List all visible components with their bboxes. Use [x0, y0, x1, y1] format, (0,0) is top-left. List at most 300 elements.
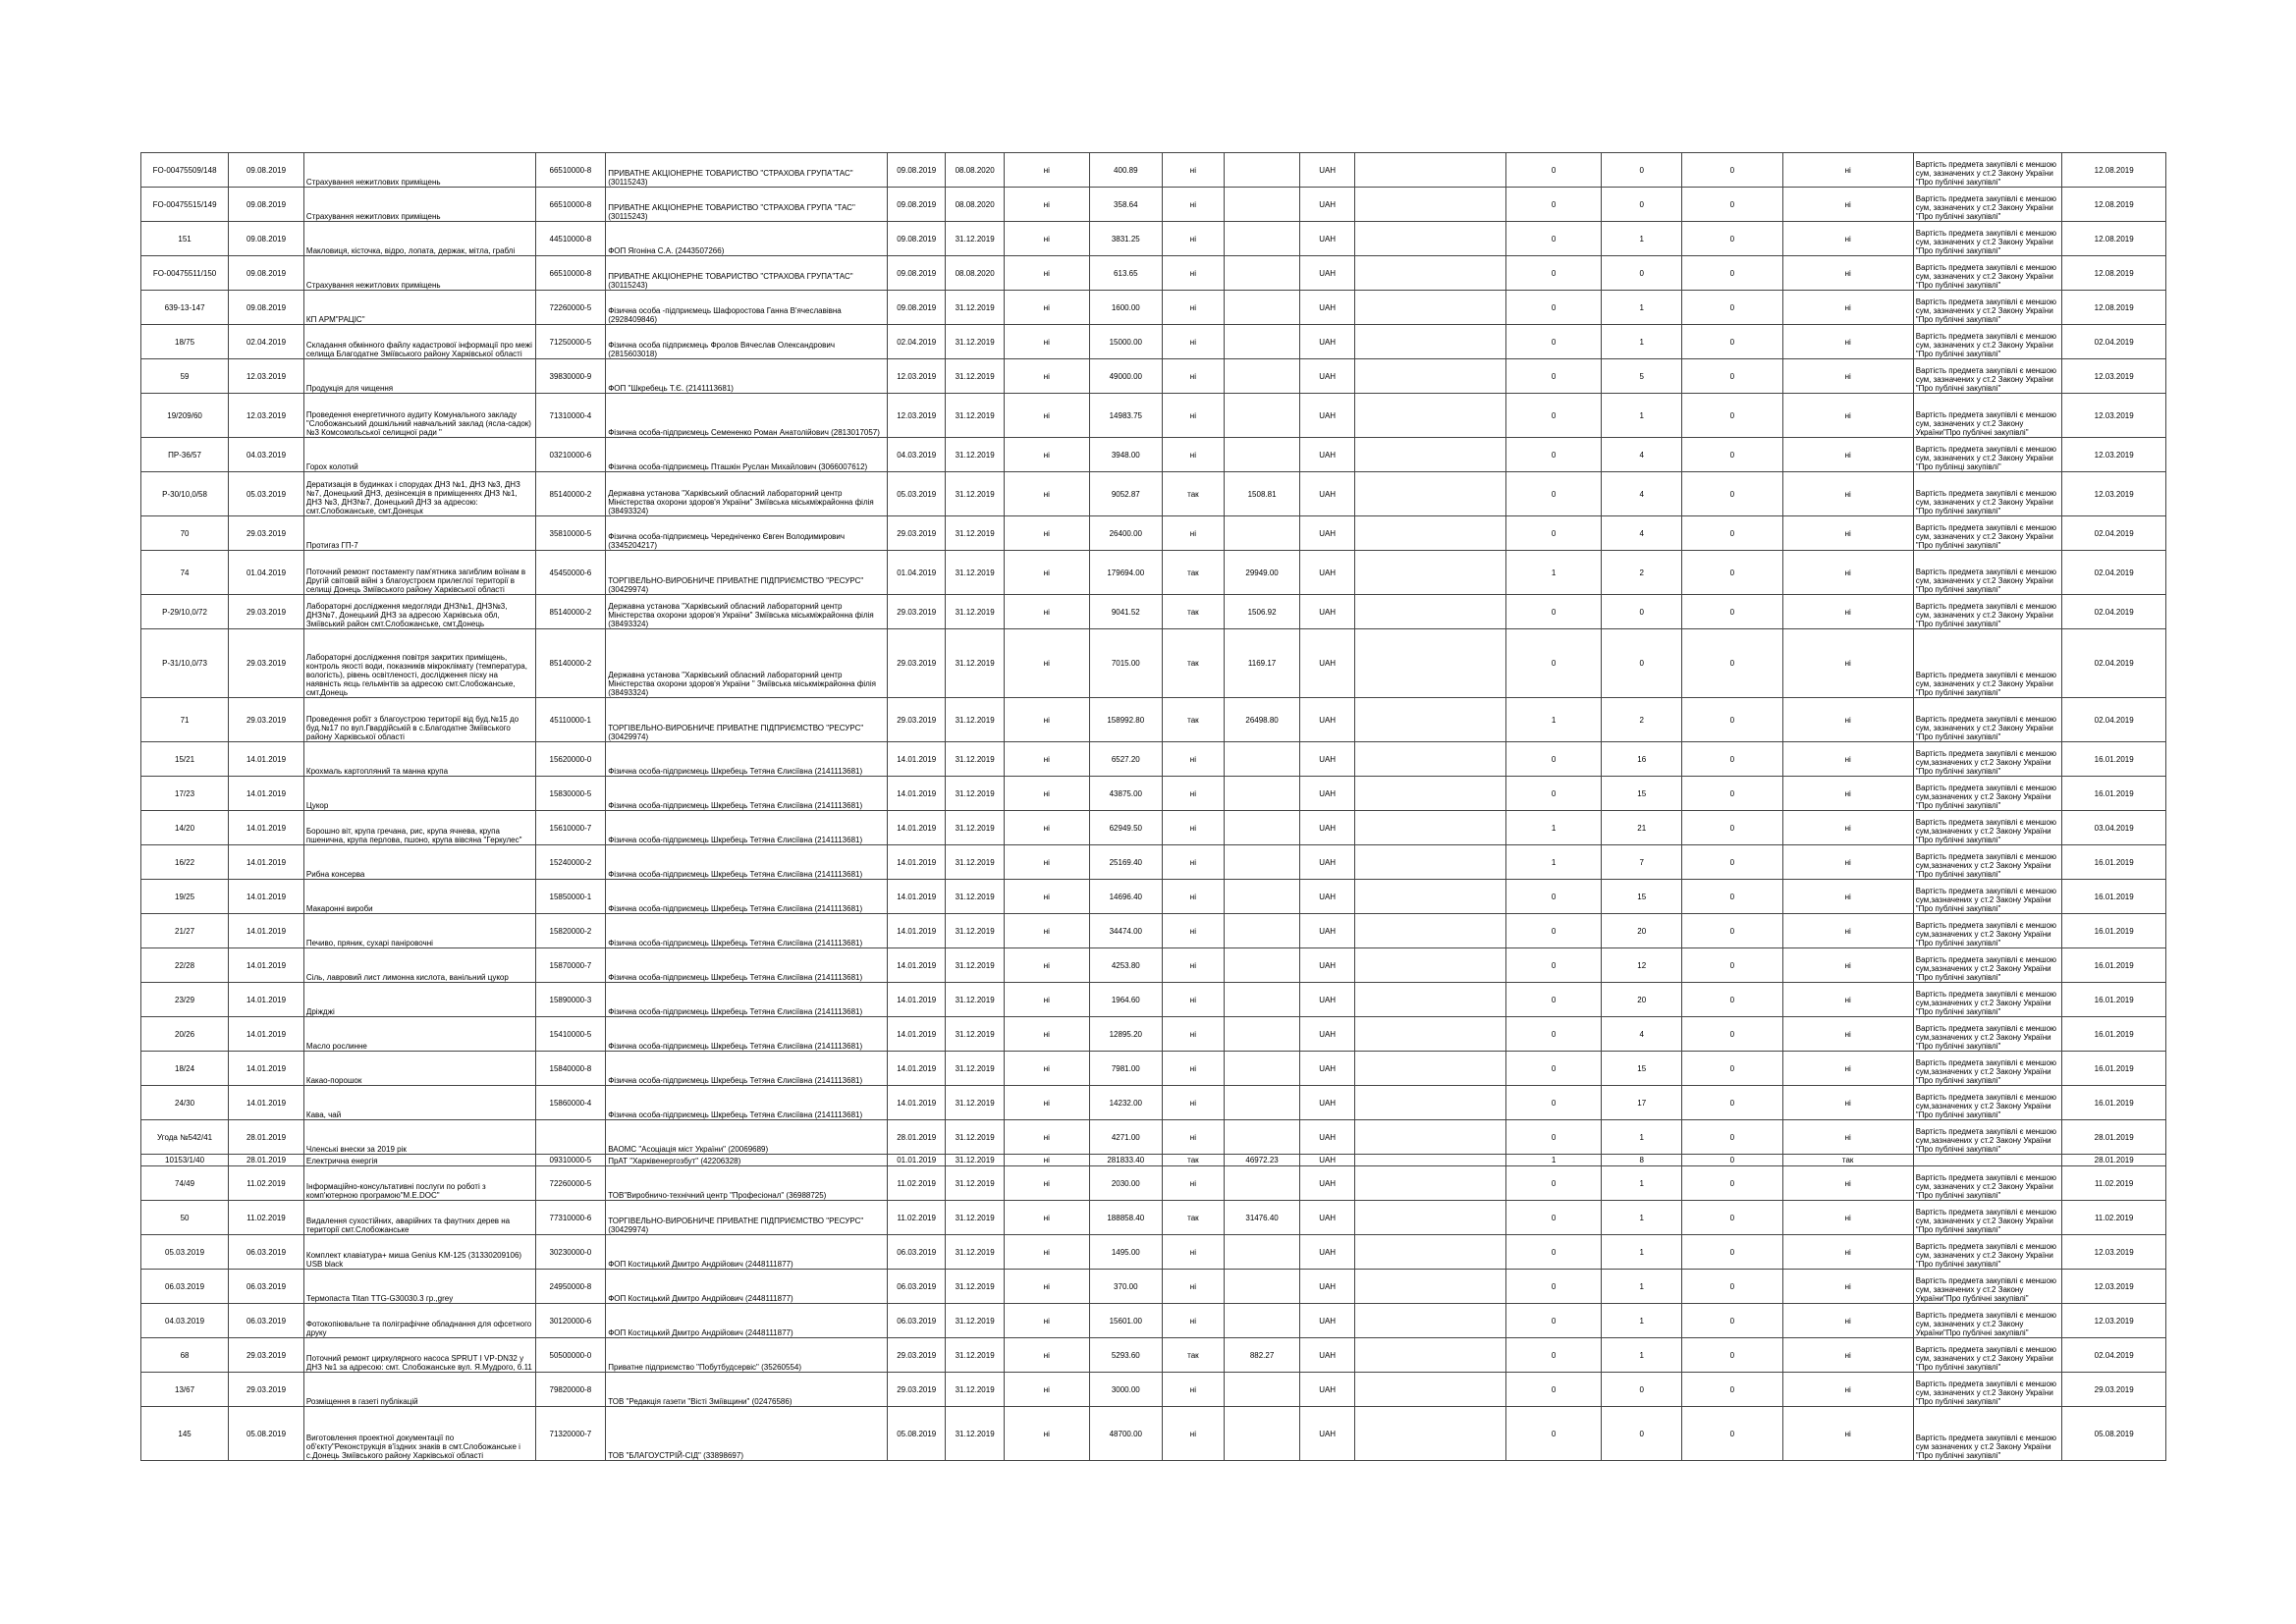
row-flag: ні [1782, 948, 1913, 983]
row-vat-flag: так [1162, 1338, 1225, 1373]
row-field-2: 15 [1602, 1052, 1682, 1086]
row-vat-sum [1225, 1120, 1300, 1155]
row-field-3: 0 [1682, 1166, 1782, 1201]
row-field-2: 5 [1602, 359, 1682, 394]
row-note: Вартість предмета закупівлі є меншою сум,зазначених у ст.2 Закону України "Про публічні закупівлі" [1913, 880, 2062, 914]
row-end-date: 31.12.2019 [946, 1338, 1004, 1373]
row-field-3: 0 [1682, 914, 1782, 948]
row-cpv-code: 66510000-8 [535, 256, 606, 291]
row-vat-flag: так [1162, 595, 1225, 629]
row-note: Вартість предмета закупівлі є меншою сум, зазначених у ст.2 Закону України "Про публічні закупівлі" [1913, 1373, 2062, 1407]
row-note: Вартість предмета закупівлі є меншою сум, зазначених у ст.2 Закону України "Про публічні закупівлі" [1913, 551, 2062, 595]
row-vat-flag: ні [1162, 516, 1225, 551]
row-number: Угода №542/41 [141, 1120, 229, 1155]
row-cpv-code: 15610000-7 [535, 811, 606, 845]
row-amount: 370.00 [1089, 1270, 1162, 1304]
row-field-3: 0 [1682, 948, 1782, 983]
row-number: 18/24 [141, 1052, 229, 1086]
row-vat-sum [1225, 948, 1300, 983]
row-cpv-code: 85140000-2 [535, 472, 606, 516]
row-flag: ні [1782, 1338, 1913, 1373]
row-vat-payer: ні [1004, 629, 1089, 698]
row-supplier: Фізична особа-підприємець Шкребець Тетяна Єлисіївна (2141113681) [606, 742, 888, 777]
row-flag: ні [1782, 811, 1913, 845]
table-row [141, 256, 2166, 291]
row-vat-payer: ні [1004, 845, 1089, 880]
row-vat-payer: ні [1004, 256, 1089, 291]
row-end-date: 31.12.2019 [946, 472, 1004, 516]
row-field-3: 0 [1682, 359, 1782, 394]
row-note: Вартість предмета закупівлі є меншою сум,зазначених у ст.2 Закону України "Про публічні закупівлі" [1913, 777, 2062, 811]
row-end-date: 31.12.2019 [946, 222, 1004, 256]
row-field-2: 0 [1602, 595, 1682, 629]
row-number: 59 [141, 359, 229, 394]
row-field-1: 0 [1505, 394, 1601, 438]
row-flag: ні [1782, 595, 1913, 629]
row-supplier: Фізична особа-підприємець Шкребець Тетяна Єлисіївна (2141113681) [606, 1086, 888, 1120]
row-vat-flag: ні [1162, 1166, 1225, 1201]
row-field-3: 0 [1682, 742, 1782, 777]
row-flag: ні [1782, 983, 1913, 1017]
row-field-1: 0 [1505, 983, 1601, 1017]
row-start-date: 09.08.2019 [888, 222, 946, 256]
row-subject: Поточний ремонт циркулярного насоса SPRUT I VP-DN32 у ДНЗ №1 за адресою: смт. Слобожанське вул. Я.Мудрого, б.11 [303, 1338, 535, 1373]
row-field-1: 0 [1505, 595, 1601, 629]
row-supplier: ФОП Костицький Дмитро Андрійович (2448111877) [606, 1270, 888, 1304]
row-end-date: 08.08.2020 [946, 256, 1004, 291]
row-field-2: 15 [1602, 777, 1682, 811]
table-row [141, 698, 2166, 742]
row-field-3: 0 [1682, 1373, 1782, 1407]
row-empty-cell [1355, 629, 1506, 698]
row-vat-sum [1225, 1373, 1300, 1407]
row-amount: 4253.80 [1089, 948, 1162, 983]
table-row [141, 1086, 2166, 1120]
row-empty-cell [1355, 1270, 1506, 1304]
row-currency: UAH [1299, 1304, 1354, 1338]
row-vat-flag: ні [1162, 1052, 1225, 1086]
row-field-1: 0 [1505, 1052, 1601, 1086]
row-field-2: 4 [1602, 472, 1682, 516]
row-vat-sum [1225, 1017, 1300, 1052]
row-supplier: Фізична особа-підприємець Шкребець Тетяна Єлисіївна (2141113681) [606, 983, 888, 1017]
row-date: 12.03.2019 [229, 359, 304, 394]
row-amount: 7015.00 [1089, 629, 1162, 698]
row-empty-cell [1355, 1155, 1506, 1166]
row-subject: Членські внески за 2019 рік [303, 1120, 535, 1155]
row-vat-payer: ні [1004, 698, 1089, 742]
row-flag: ні [1782, 1120, 1913, 1155]
row-supplier: ПрАТ "Харківенергозбут" (42206328) [606, 1155, 888, 1166]
row-start-date: 14.01.2019 [888, 914, 946, 948]
procurement-table [140, 152, 2166, 1461]
row-empty-cell [1355, 1201, 1506, 1235]
row-vat-sum [1225, 1235, 1300, 1270]
row-vat-sum: 1506.92 [1225, 595, 1300, 629]
row-flag: ні [1782, 777, 1913, 811]
row-supplier: ФОП "Шкребець Т.Є. (2141113681) [606, 359, 888, 394]
row-vat-flag: так [1162, 1155, 1225, 1166]
row-note: Вартість предмета закупівлі є меншою сум, зазначених у ст.2 Закону України "Про публічні закупівлі" [1913, 1201, 2062, 1235]
row-subject: Макаронні вироби [303, 880, 535, 914]
row-date: 01.04.2019 [229, 551, 304, 595]
row-end-date: 31.12.2019 [946, 777, 1004, 811]
row-empty-cell [1355, 983, 1506, 1017]
row-field-1: 0 [1505, 742, 1601, 777]
row-vat-flag: ні [1162, 880, 1225, 914]
row-publish-date: 12.03.2019 [2062, 472, 2166, 516]
row-date: 14.01.2019 [229, 845, 304, 880]
row-field-1: 0 [1505, 1373, 1601, 1407]
row-number: FO-00475511/150 [141, 256, 229, 291]
table-row [141, 153, 2166, 188]
row-cpv-code: 77310000-6 [535, 1201, 606, 1235]
row-date: 14.01.2019 [229, 1086, 304, 1120]
row-field-1: 0 [1505, 1235, 1601, 1270]
row-note: Вартість предмета закупівлі є меншою сум, зазначених у ст.2 Закону України"Про публічні закупівлі" [1913, 1270, 2062, 1304]
row-flag: ні [1782, 359, 1913, 394]
row-subject: Розміщення в газеті публікацій [303, 1373, 535, 1407]
row-currency: UAH [1299, 1235, 1354, 1270]
row-amount: 1600.00 [1089, 291, 1162, 325]
row-vat-sum [1225, 1052, 1300, 1086]
row-amount: 3000.00 [1089, 1373, 1162, 1407]
row-start-date: 14.01.2019 [888, 742, 946, 777]
row-field-3: 0 [1682, 1052, 1782, 1086]
row-start-date: 06.03.2019 [888, 1270, 946, 1304]
row-empty-cell [1355, 256, 1506, 291]
row-end-date: 31.12.2019 [946, 698, 1004, 742]
row-start-date: 06.03.2019 [888, 1304, 946, 1338]
row-publish-date: 12.03.2019 [2062, 394, 2166, 438]
row-field-3: 0 [1682, 222, 1782, 256]
row-subject: Електрична енергія [303, 1155, 535, 1166]
row-field-1: 0 [1505, 153, 1601, 188]
row-end-date: 31.12.2019 [946, 1086, 1004, 1120]
row-vat-flag: ні [1162, 1086, 1225, 1120]
row-note: Вартість предмета закупівлі є меншою сум,зазначених у ст.2 Закону України "Про публічні закупівлі" [1913, 914, 2062, 948]
row-publish-date: 16.01.2019 [2062, 914, 2166, 948]
row-vat-payer: ні [1004, 1338, 1089, 1373]
row-cpv-code: 15830000-5 [535, 777, 606, 811]
row-number: Р-29/10,0/72 [141, 595, 229, 629]
row-currency: UAH [1299, 516, 1354, 551]
row-field-1: 0 [1505, 516, 1601, 551]
row-publish-date: 12.03.2019 [2062, 1235, 2166, 1270]
table-row [141, 1407, 2166, 1461]
row-field-2: 1 [1602, 1120, 1682, 1155]
row-field-2: 0 [1602, 1373, 1682, 1407]
row-cpv-code: 30230000-0 [535, 1235, 606, 1270]
row-vat-payer: ні [1004, 880, 1089, 914]
row-vat-payer: ні [1004, 595, 1089, 629]
row-field-3: 0 [1682, 1201, 1782, 1235]
row-vat-flag: ні [1162, 1017, 1225, 1052]
row-date: 05.08.2019 [229, 1407, 304, 1461]
row-supplier: Фізична особа-підприємець Шкребець Тетяна Єлисіївна (2141113681) [606, 1017, 888, 1052]
row-subject: Видалення сухостійних, аварійних та фаутних дерев на території смт.Слобожанське [303, 1201, 535, 1235]
row-subject: Сіль, лавровий лист лимонна кислота, ванільний цукор [303, 948, 535, 983]
row-supplier: ФОП Ягоніна С.А. (2443507266) [606, 222, 888, 256]
row-vat-flag: так [1162, 551, 1225, 595]
row-note: Вартість предмета закупівлі є меншою сум, зазначених у ст.2 Закону України "Про публічні закупівлі" [1913, 359, 2062, 394]
row-empty-cell [1355, 845, 1506, 880]
row-vat-flag: ні [1162, 325, 1225, 359]
row-field-3: 0 [1682, 811, 1782, 845]
row-start-date: 05.08.2019 [888, 1407, 946, 1461]
row-field-2: 1 [1602, 1201, 1682, 1235]
row-date: 14.01.2019 [229, 983, 304, 1017]
row-currency: UAH [1299, 394, 1354, 438]
row-subject: Комплект клавіатура+ миша Genius KM-125 (31330209106) USB black [303, 1235, 535, 1270]
row-flag: ні [1782, 880, 1913, 914]
row-flag: ні [1782, 629, 1913, 698]
row-publish-date: 12.08.2019 [2062, 291, 2166, 325]
row-date: 06.03.2019 [229, 1304, 304, 1338]
row-vat-flag: ні [1162, 1120, 1225, 1155]
row-currency: UAH [1299, 325, 1354, 359]
row-supplier: ПРИВАТНЕ АКЦІОНЕРНЕ ТОВАРИСТВО "СТРАХОВА ГРУПА"ТАС" (30115243) [606, 153, 888, 188]
row-currency: UAH [1299, 845, 1354, 880]
row-vat-sum [1225, 914, 1300, 948]
row-field-2: 1 [1602, 1338, 1682, 1373]
row-vat-payer: ні [1004, 359, 1089, 394]
row-start-date: 05.03.2019 [888, 472, 946, 516]
row-end-date: 31.12.2019 [946, 1166, 1004, 1201]
table-row [141, 845, 2166, 880]
row-publish-date: 16.01.2019 [2062, 1017, 2166, 1052]
row-end-date: 31.12.2019 [946, 983, 1004, 1017]
row-subject: Інформаційно-консультативні послуги по роботі з комп'ютерною програмою"M.E.DOC" [303, 1166, 535, 1201]
row-supplier: Фізична особа-підприємець Шкребець Тетяна Єлисіївна (2141113681) [606, 948, 888, 983]
row-date: 11.02.2019 [229, 1166, 304, 1201]
row-date: 09.08.2019 [229, 188, 304, 222]
row-number: 71 [141, 698, 229, 742]
row-vat-flag: ні [1162, 438, 1225, 472]
table-row [141, 1338, 2166, 1373]
table-row [141, 1166, 2166, 1201]
row-subject: Дріжджі [303, 983, 535, 1017]
row-empty-cell [1355, 291, 1506, 325]
row-field-3: 0 [1682, 595, 1782, 629]
row-publish-date: 16.01.2019 [2062, 742, 2166, 777]
row-note: Вартість предмета закупівлі є меншою сум, зазначених у ст.2 Закону України "Про публічні закупівлі" [1913, 516, 2062, 551]
row-field-2: 1 [1602, 1166, 1682, 1201]
row-start-date: 04.03.2019 [888, 438, 946, 472]
row-empty-cell [1355, 1373, 1506, 1407]
table-row [141, 394, 2166, 438]
row-vat-sum [1225, 983, 1300, 1017]
row-field-2: 1 [1602, 1235, 1682, 1270]
row-number: 19/25 [141, 880, 229, 914]
row-field-1: 0 [1505, 914, 1601, 948]
row-field-1: 0 [1505, 359, 1601, 394]
row-supplier: Фізична особа-підприємець Шкребець Тетяна Єлисіївна (2141113681) [606, 845, 888, 880]
row-currency: UAH [1299, 291, 1354, 325]
row-note: Вартість предмета закупівлі є меншою сум, зазначених у ст.2 Закону України "Про публінці закупівлі" [1913, 438, 2062, 472]
row-supplier: Державна установа "Харківський обласний лабораторний центр Міністерства охорони здоров'я України " Зміївська міськміжрайонна філія (38493324) [606, 629, 888, 698]
row-flag: ні [1782, 291, 1913, 325]
row-start-date: 09.08.2019 [888, 153, 946, 188]
row-field-3: 0 [1682, 1120, 1782, 1155]
row-subject: Проведення енергетичного аудиту Комунального закладу "Слобожанський дошкільний навчальний заклад (ясла-садок) №3 Комсомольської селищної ради " [303, 394, 535, 438]
row-end-date: 31.12.2019 [946, 1120, 1004, 1155]
row-flag: ні [1782, 256, 1913, 291]
row-note: Вартість предмета закупівлі є меншою сум, зазначених у ст.2 Закону України "Про публічні закупівлі" [1913, 1166, 2062, 1201]
row-vat-payer: ні [1004, 472, 1089, 516]
row-number: 68 [141, 1338, 229, 1373]
row-empty-cell [1355, 595, 1506, 629]
table-row [141, 1304, 2166, 1338]
row-amount: 9041.52 [1089, 595, 1162, 629]
row-empty-cell [1355, 1052, 1506, 1086]
row-field-1: 0 [1505, 629, 1601, 698]
row-vat-payer: ні [1004, 1052, 1089, 1086]
row-publish-date: 16.01.2019 [2062, 845, 2166, 880]
row-date: 09.08.2019 [229, 291, 304, 325]
row-note [1913, 1155, 2062, 1166]
row-amount: 9052.87 [1089, 472, 1162, 516]
row-field-2: 1 [1602, 325, 1682, 359]
row-start-date: 14.01.2019 [888, 983, 946, 1017]
row-field-3: 0 [1682, 394, 1782, 438]
table-row [141, 880, 2166, 914]
row-vat-payer: ні [1004, 291, 1089, 325]
row-field-1: 0 [1505, 291, 1601, 325]
row-vat-flag: так [1162, 472, 1225, 516]
row-publish-date: 12.08.2019 [2062, 256, 2166, 291]
row-supplier: Фізична особа -підприємець Шафоростова Ганна В'ячеславівна (2928409846) [606, 291, 888, 325]
row-vat-payer: ні [1004, 1373, 1089, 1407]
row-note: Вартість предмета закупівлі є меншою сум, зазначених у ст.2 Закону України"Про публічні закупівлі" [1913, 394, 2062, 438]
row-field-2: 1 [1602, 1270, 1682, 1304]
row-currency: UAH [1299, 359, 1354, 394]
row-currency: UAH [1299, 1017, 1354, 1052]
row-start-date: 01.04.2019 [888, 551, 946, 595]
row-flag: ні [1782, 1017, 1913, 1052]
row-vat-payer: ні [1004, 222, 1089, 256]
row-date: 12.03.2019 [229, 394, 304, 438]
row-note: Вартість предмета закупівлі є меншою сум, зазначених у ст.2 Закону України "Про публічні закупівлі" [1913, 188, 2062, 222]
row-vat-payer: ні [1004, 811, 1089, 845]
row-empty-cell [1355, 1017, 1506, 1052]
row-end-date: 31.12.2019 [946, 1201, 1004, 1235]
row-end-date: 31.12.2019 [946, 811, 1004, 845]
row-end-date: 31.12.2019 [946, 291, 1004, 325]
row-subject: Страхування нежитлових приміщень [303, 256, 535, 291]
row-currency: UAH [1299, 438, 1354, 472]
row-cpv-code: 85140000-2 [535, 629, 606, 698]
row-cpv-code: 03210000-6 [535, 438, 606, 472]
row-vat-sum [1225, 1304, 1300, 1338]
row-number: ПР-36/57 [141, 438, 229, 472]
row-currency: UAH [1299, 811, 1354, 845]
row-field-1: 0 [1505, 1086, 1601, 1120]
table-row [141, 983, 2166, 1017]
row-field-3: 0 [1682, 777, 1782, 811]
row-supplier: Приватне підприємство "Побутбудсервіс" (35260554) [606, 1338, 888, 1373]
row-vat-flag: ні [1162, 222, 1225, 256]
table-row [141, 1052, 2166, 1086]
row-vat-payer: ні [1004, 1304, 1089, 1338]
row-number: 10153/1/40 [141, 1155, 229, 1166]
row-vat-flag: ні [1162, 983, 1225, 1017]
row-vat-flag: так [1162, 629, 1225, 698]
row-end-date: 08.08.2020 [946, 188, 1004, 222]
row-end-date: 31.12.2019 [946, 516, 1004, 551]
row-field-2: 0 [1602, 188, 1682, 222]
row-amount: 2030.00 [1089, 1166, 1162, 1201]
row-publish-date: 02.04.2019 [2062, 551, 2166, 595]
row-cpv-code [535, 1120, 606, 1155]
row-publish-date: 12.08.2019 [2062, 188, 2166, 222]
row-date: 09.08.2019 [229, 222, 304, 256]
row-flag: ні [1782, 188, 1913, 222]
table-row [141, 359, 2166, 394]
row-field-1: 0 [1505, 438, 1601, 472]
row-vat-sum [1225, 811, 1300, 845]
row-publish-date: 12.08.2019 [2062, 153, 2166, 188]
table-row [141, 222, 2166, 256]
row-vat-sum [1225, 222, 1300, 256]
row-currency: UAH [1299, 1407, 1354, 1461]
row-cpv-code: 72260000-5 [535, 1166, 606, 1201]
row-amount: 613.65 [1089, 256, 1162, 291]
row-subject: Протигаз ГП-7 [303, 516, 535, 551]
row-subject: Дератизація в будинках і спорудах ДНЗ №1, ДНЗ №3, ДНЗ №7, Донецький ДНЗ, дезінсекція в приміщеннях ДНЗ №1, ДНЗ №3, ДНЗ№7, Донецький ДНЗ за адресою: смт.Слобожанське, смт.Донецьк [303, 472, 535, 516]
row-vat-sum [1225, 1086, 1300, 1120]
row-supplier: Фізична особа-підприємець Шкребець Тетяна Єлисіївна (2141113681) [606, 1052, 888, 1086]
row-start-date: 14.01.2019 [888, 948, 946, 983]
row-vat-flag: ні [1162, 153, 1225, 188]
row-empty-cell [1355, 188, 1506, 222]
row-end-date: 31.12.2019 [946, 1304, 1004, 1338]
row-amount: 358.64 [1089, 188, 1162, 222]
row-cpv-code: 15240000-2 [535, 845, 606, 880]
row-vat-payer: ні [1004, 188, 1089, 222]
row-start-date: 29.03.2019 [888, 698, 946, 742]
row-currency: UAH [1299, 1270, 1354, 1304]
row-end-date: 31.12.2019 [946, 880, 1004, 914]
row-cpv-code: 15840000-8 [535, 1052, 606, 1086]
row-publish-date: 16.01.2019 [2062, 983, 2166, 1017]
row-publish-date: 28.01.2019 [2062, 1155, 2166, 1166]
row-field-3: 0 [1682, 472, 1782, 516]
table-row [141, 188, 2166, 222]
row-date: 29.03.2019 [229, 1338, 304, 1373]
row-publish-date: 16.01.2019 [2062, 880, 2166, 914]
row-field-1: 1 [1505, 811, 1601, 845]
row-empty-cell [1355, 698, 1506, 742]
row-start-date: 29.03.2019 [888, 516, 946, 551]
row-flag: ні [1782, 742, 1913, 777]
row-date: 04.03.2019 [229, 438, 304, 472]
row-flag: ні [1782, 438, 1913, 472]
row-vat-payer: ні [1004, 742, 1089, 777]
row-number: 04.03.2019 [141, 1304, 229, 1338]
row-date: 06.03.2019 [229, 1270, 304, 1304]
row-publish-date: 12.08.2019 [2062, 222, 2166, 256]
row-date: 29.03.2019 [229, 1373, 304, 1407]
row-date: 14.01.2019 [229, 948, 304, 983]
row-number: 639-13-147 [141, 291, 229, 325]
row-note: Вартість предмета закупівлі є меншою сум, зазначених у ст.2 Закону України "Про публічні закупівлі" [1913, 629, 2062, 698]
table-row [141, 948, 2166, 983]
row-vat-flag: ні [1162, 291, 1225, 325]
row-currency: UAH [1299, 1120, 1354, 1155]
row-date: 29.03.2019 [229, 698, 304, 742]
row-vat-payer: ні [1004, 153, 1089, 188]
